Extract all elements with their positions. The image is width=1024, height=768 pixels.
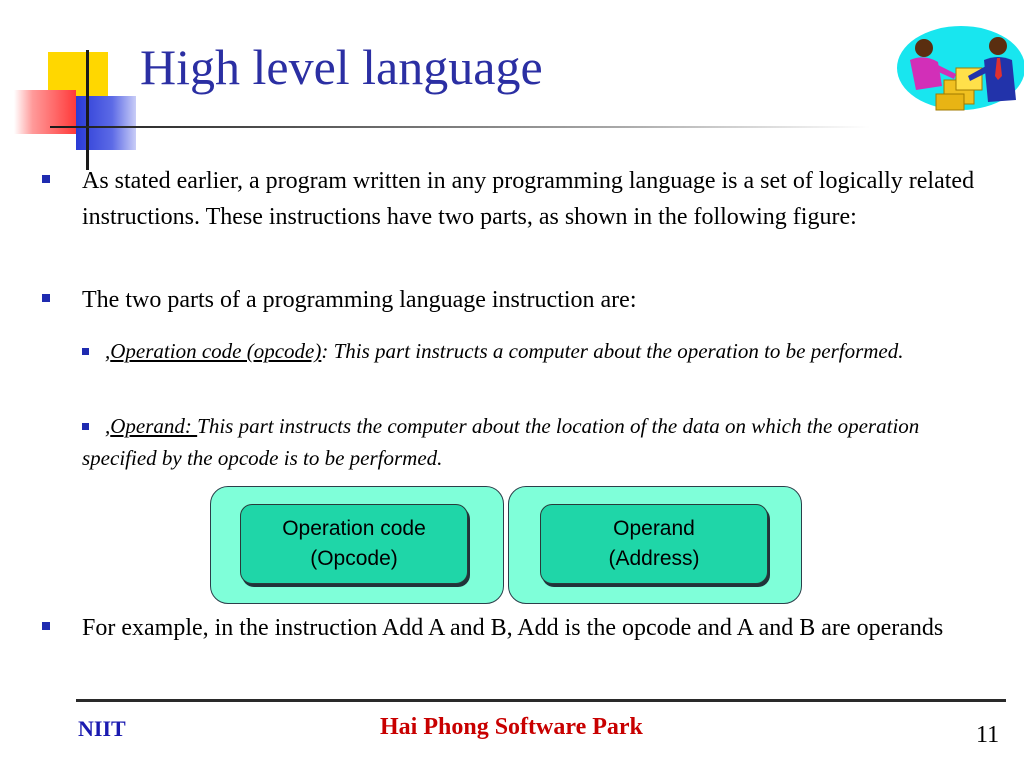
sub-bullet-item (82, 335, 992, 367)
bullet-text: As stated earlier, a program written in any programming language is a set of logically related instructions. These instructions have two parts, as shown in the following figure: (82, 168, 975, 230)
bullet-square-icon (42, 175, 50, 183)
operand-label-line1: Operand (613, 517, 695, 540)
sub-bullet-square-icon (82, 348, 89, 355)
slide-title: High level language (140, 39, 543, 95)
sub-bullet-square-icon (82, 423, 89, 430)
footer-brand: NIIT (78, 716, 126, 741)
footer-organization: Hai Phong Software Park (380, 714, 643, 740)
bullet-text: For example, in the instruction Add A and B, Add is the opcode and A and B are operands (82, 615, 944, 641)
sub-bullet-prefix: , (105, 414, 111, 438)
bullet-square-icon (42, 622, 50, 630)
sub-bullet-text: This part instructs the computer about the location of the data on which the operation specified by the opcode is to be performed. (82, 414, 920, 470)
bullet-square-icon (42, 294, 50, 302)
operand-label-line2: (Address) (608, 547, 700, 570)
people-exchange-clipart-icon (896, 24, 1024, 112)
page-number: 11 (976, 722, 1000, 748)
sub-bullet-prefix: , (105, 339, 111, 363)
bullet-item (42, 163, 1002, 235)
opcode-label-line1: Operation code (282, 517, 426, 540)
sub-bullet-term: Operation code (opcode) (110, 339, 322, 363)
logo-blue-block (76, 96, 136, 150)
footer-divider (76, 699, 1006, 702)
opcode-box (240, 504, 468, 584)
sub-bullet-term: Operand: (110, 414, 198, 438)
sub-bullet-item (82, 410, 992, 474)
bullet-item (42, 282, 1002, 318)
opcode-label-line2: (Opcode) (310, 547, 398, 570)
title-underline (50, 126, 870, 128)
operand-box (540, 504, 768, 584)
sub-bullet-text: : This part instructs a computer about the operation to be performed. (321, 339, 904, 363)
logo-vertical-line (86, 50, 89, 170)
bullet-text: The two parts of a programming language instruction are: (82, 287, 637, 313)
bullet-item (42, 610, 1002, 646)
